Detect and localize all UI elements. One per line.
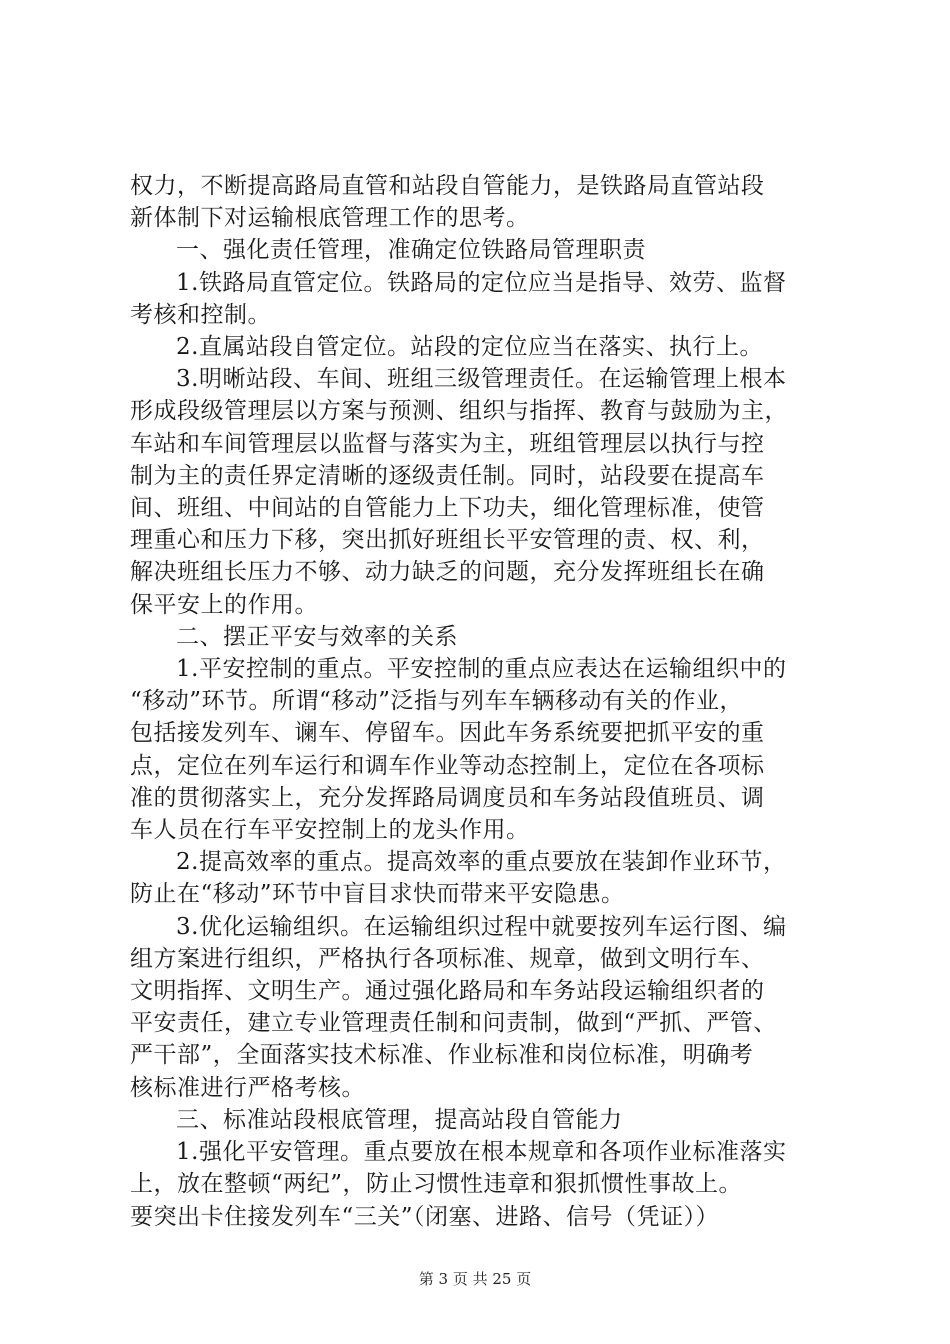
text-line: 三、标准站段根底管理，提高站段自管能力: [176, 1106, 623, 1133]
text-line: 要突出卡住接发列车“三关”（闭塞、进路、信号（凭证））: [130, 1203, 720, 1230]
text-line: 2.直属站段自管定位。站段的定位应当在落实、执行上。: [176, 334, 763, 361]
text-line: 制为主的责任界定清晰的逐级责任制。同时，站段要在提高车: [130, 462, 765, 489]
text-line: 间、班组、中间站的自管能力上下功夫，细化管理标准，使管: [130, 495, 765, 522]
text-line: 保平安上的作用。: [130, 591, 318, 618]
text-line: 组方案进行组织，严格执行各项标准、规章，做到文明行车、: [130, 945, 765, 972]
text-line: 点，定位在列车运行和调车作业等动态控制上，定位在各项标: [130, 752, 765, 779]
page-footer: 第 3 页 共 25 页: [418, 1270, 532, 1288]
text-line: 1.平安控制的重点。平安控制的重点应表达在运输组织中的: [176, 656, 787, 683]
text-line: 考核和控制。: [130, 301, 271, 328]
text-line: 准的贯彻落实上，充分发挥路局调度员和车务站段值班员、调: [130, 784, 765, 811]
text-line: 车站和车间管理层以监督与落实为主，班组管理层以执行与控: [130, 430, 765, 457]
text-line: 1.铁路局直管定位。铁路局的定位应当是指导、效劳、监督: [176, 269, 787, 296]
text-line: 3.明晰站段、车间、班组三级管理责任。在运输管理上根本: [176, 366, 787, 393]
text-line: 解决班组长压力不够、动力缺乏的问题，充分发挥班组长在确: [130, 559, 765, 586]
text-line: 包括接发列车、谰车、停留车。因此车务系统要把抓平安的重: [130, 720, 765, 747]
text-line: 上，放在整顿“两纪”，防止习惯性违章和狠抓惯性事故上。: [130, 1171, 743, 1198]
text-line: 新体制下对运输根底管理工作的思考。: [130, 205, 530, 232]
text-line: 二、摆正平安与效率的关系: [176, 623, 458, 650]
text-line: 车人员在行车平安控制上的龙头作用。: [130, 817, 530, 844]
text-line: 理重心和压力下移，突出抓好班组长平安管理的责、权、利，: [130, 527, 765, 554]
text-line: 防止在“移动”环节中盲目求快而带来平安隐患。: [130, 881, 625, 908]
document-body: [130, 170, 830, 1233]
text-line: 3.优化运输组织。在运输组织过程中就要按列车运行图、编: [176, 913, 787, 940]
text-line: “移动”环节。所谓“移动”泛指与列车车辆移动有关的作业，: [130, 688, 744, 715]
text-line: 2.提高效率的重点。提高效率的重点要放在装卸作业环节，: [176, 849, 787, 876]
text-line: 权力，不断提高路局直管和站段自管能力，是铁路局直管站段: [130, 173, 765, 199]
text-line: 1.强化平安管理。重点要放在根本规章和各项作业标准落实: [176, 1139, 787, 1166]
text-line: 形成段级管理层以方案与预测、组织与指挥、教育与鼓励为主，: [130, 398, 788, 425]
text-line: 文明指挥、文明生产。通过强化路局和车务站段运输组织者的: [130, 978, 765, 1005]
text-line: 核标准进行严格考核。: [130, 1074, 365, 1101]
text-line: 平安责任，建立专业管理责任制和问责制，做到“严抓、严管、: [130, 1010, 777, 1037]
text-line: 一、强化责任管理，准确定位铁路局管理职责: [176, 237, 646, 264]
text-line: 严干部”，全面落实技术标准、作业标准和岗位标准，明确考: [130, 1042, 754, 1069]
